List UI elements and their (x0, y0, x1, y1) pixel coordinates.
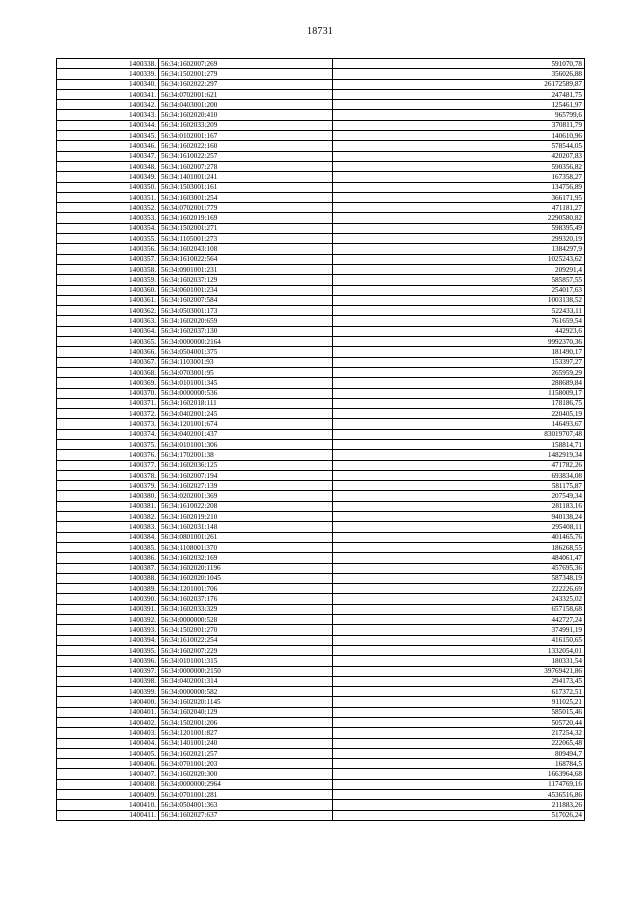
row-number-cell: 1400386. (57, 553, 159, 563)
value-cell: 220405,19 (333, 409, 585, 419)
table-row (57, 738, 585, 748)
cadastral-number-cell: 56:34:1602019:210 (159, 512, 333, 522)
cadastral-number-cell: 56:34:0101001:315 (159, 656, 333, 666)
row-number-cell: 1400352. (57, 203, 159, 213)
value-cell: 211883,26 (333, 800, 585, 810)
table-row (57, 131, 585, 141)
value-cell: 181490,17 (333, 347, 585, 357)
value-cell: 416150,65 (333, 635, 585, 645)
value-cell: 1174769,16 (333, 779, 585, 789)
cadastral-number-cell: 56:34:1502001:279 (159, 69, 333, 79)
row-number-cell: 1400345. (57, 131, 159, 141)
cadastral-number-cell: 56:34:1602040:129 (159, 707, 333, 717)
value-cell: 265959,29 (333, 367, 585, 377)
value-cell: 940138,24 (333, 512, 585, 522)
row-number-cell: 1400383. (57, 522, 159, 532)
row-number-cell: 1400396. (57, 656, 159, 666)
row-number-cell: 1400373. (57, 419, 159, 429)
table-row (57, 615, 585, 625)
table-row (57, 625, 585, 635)
table-row (57, 707, 585, 717)
table-row (57, 295, 585, 305)
table-row (57, 141, 585, 151)
value-cell: 911025,21 (333, 697, 585, 707)
cadastral-number-cell: 56:34:0504001:375 (159, 347, 333, 357)
row-number-cell: 1400343. (57, 110, 159, 120)
value-cell: 420207,83 (333, 151, 585, 161)
value-cell: 401465,76 (333, 532, 585, 542)
cadastral-number-cell: 56:34:1201001:706 (159, 584, 333, 594)
table-row (57, 728, 585, 738)
row-number-cell: 1400355. (57, 234, 159, 244)
row-number-cell: 1400354. (57, 223, 159, 233)
row-number-cell: 1400395. (57, 645, 159, 655)
table-row (57, 687, 585, 697)
cadastral-number-cell: 56:34:1503001:161 (159, 182, 333, 192)
table-row (57, 234, 585, 244)
page-number: 18731 (307, 26, 333, 37)
value-cell: 1025243,62 (333, 254, 585, 264)
row-number-cell: 1400378. (57, 470, 159, 480)
row-number-cell: 1400384. (57, 532, 159, 542)
cadastral-number-cell: 56:34:0403001:200 (159, 100, 333, 110)
row-number-cell: 1400390. (57, 594, 159, 604)
value-cell: 26172589,87 (333, 79, 585, 89)
value-cell: 1158009,17 (333, 388, 585, 398)
table-row (57, 501, 585, 511)
value-cell: 356026,88 (333, 69, 585, 79)
cadastral-number-cell: 56:34:1610022:257 (159, 151, 333, 161)
cadastral-number-cell: 56:34:0402001:245 (159, 409, 333, 419)
cadastral-number-cell: 56:34:0402001:314 (159, 676, 333, 686)
value-cell: 125461,97 (333, 100, 585, 110)
row-number-cell: 1400388. (57, 573, 159, 583)
table-row (57, 779, 585, 789)
value-cell: 965799,6 (333, 110, 585, 120)
table-row (57, 182, 585, 192)
value-cell: 299320,19 (333, 234, 585, 244)
table-row (57, 388, 585, 398)
row-number-cell: 1400359. (57, 275, 159, 285)
table-row (57, 254, 585, 264)
cadastral-number-cell: 56:34:0000000:536 (159, 388, 333, 398)
cadastral-number-cell: 56:34:0102001:167 (159, 131, 333, 141)
table-row (57, 398, 585, 408)
value-cell: 140610,96 (333, 131, 585, 141)
value-cell: 693834,08 (333, 470, 585, 480)
value-cell: 168784,5 (333, 759, 585, 769)
cadastral-number-cell: 56:34:0101001:306 (159, 439, 333, 449)
value-cell: 617372,51 (333, 687, 585, 697)
table-row (57, 409, 585, 419)
value-cell: 598395,49 (333, 223, 585, 233)
value-cell: 39769421,86 (333, 666, 585, 676)
row-number-cell: 1400387. (57, 563, 159, 573)
row-number-cell: 1400364. (57, 326, 159, 336)
cadastral-number-cell: 56:34:1603001:254 (159, 192, 333, 202)
value-cell: 1384297,9 (333, 244, 585, 254)
value-cell: 587348,19 (333, 573, 585, 583)
row-number-cell: 1400393. (57, 625, 159, 635)
row-number-cell: 1400379. (57, 481, 159, 491)
value-cell: 370811,79 (333, 120, 585, 130)
table-row (57, 357, 585, 367)
value-cell: 591070,78 (333, 59, 585, 69)
cadastral-number-cell: 56:34:1602020:300 (159, 769, 333, 779)
value-cell: 217254,32 (333, 728, 585, 738)
row-number-cell: 1400365. (57, 337, 159, 347)
row-number-cell: 1400404. (57, 738, 159, 748)
cadastral-number-cell: 56:34:1602033:329 (159, 604, 333, 614)
value-cell: 243325,02 (333, 594, 585, 604)
table-row (57, 285, 585, 295)
value-cell: 585857,55 (333, 275, 585, 285)
table-row (57, 244, 585, 254)
cadastral-number-cell: 56:34:1602020:1045 (159, 573, 333, 583)
table-row (57, 192, 585, 202)
value-cell: 158814,71 (333, 439, 585, 449)
cadastral-number-cell: 56:34:0701001:203 (159, 759, 333, 769)
table-row (57, 553, 585, 563)
value-cell: 517026,24 (333, 810, 585, 820)
table-row (57, 563, 585, 573)
value-cell: 484061,47 (333, 553, 585, 563)
cadastral-number-cell: 56:34:1602020:1145 (159, 697, 333, 707)
row-number-cell: 1400399. (57, 687, 159, 697)
row-number-cell: 1400353. (57, 213, 159, 223)
cadastral-number-cell: 56:34:1602022:297 (159, 79, 333, 89)
row-number-cell: 1400376. (57, 450, 159, 460)
row-number-cell: 1400371. (57, 398, 159, 408)
value-cell: 505720,44 (333, 718, 585, 728)
cadastral-number-cell: 56:34:1602007:278 (159, 161, 333, 171)
value-cell: 442923,6 (333, 326, 585, 336)
cadastral-number-cell: 56:34:0000000:582 (159, 687, 333, 697)
cadastral-number-cell: 56:34:0000000:2150 (159, 666, 333, 676)
cadastral-number-cell: 56:34:0701001:281 (159, 790, 333, 800)
cadastral-number-cell: 56:34:0702001:779 (159, 203, 333, 213)
row-number-cell: 1400340. (57, 79, 159, 89)
row-number-cell: 1400349. (57, 172, 159, 182)
cadastral-number-cell: 56:34:1602031:148 (159, 522, 333, 532)
row-number-cell: 1400358. (57, 264, 159, 274)
value-cell: 809494,7 (333, 748, 585, 758)
cadastral-number-cell: 56:34:1602037:176 (159, 594, 333, 604)
table-row (57, 573, 585, 583)
table-row (57, 604, 585, 614)
table-row (57, 594, 585, 604)
cadastral-number-cell: 56:34:0504001:363 (159, 800, 333, 810)
row-number-cell: 1400368. (57, 367, 159, 377)
cadastral-number-cell: 56:34:1602021:257 (159, 748, 333, 758)
table-row (57, 203, 585, 213)
cadastral-number-cell: 56:34:1610022:208 (159, 501, 333, 511)
value-cell: 457695,36 (333, 563, 585, 573)
cadastral-number-cell: 56:34:1610022:254 (159, 635, 333, 645)
row-number-cell: 1400356. (57, 244, 159, 254)
cadastral-number-cell: 56:34:0703001:95 (159, 367, 333, 377)
row-number-cell: 1400360. (57, 285, 159, 295)
table-row (57, 161, 585, 171)
row-number-cell: 1400351. (57, 192, 159, 202)
table-row (57, 759, 585, 769)
table-row (57, 378, 585, 388)
row-number-cell: 1400397. (57, 666, 159, 676)
table-row (57, 532, 585, 542)
cadastral-number-cell: 56:34:1602007:584 (159, 295, 333, 305)
cadastral-number-cell: 56:34:0601001:234 (159, 285, 333, 295)
value-cell: 9992370,36 (333, 337, 585, 347)
row-number-cell: 1400392. (57, 615, 159, 625)
value-cell: 178186,75 (333, 398, 585, 408)
table-row (57, 337, 585, 347)
table-row (57, 491, 585, 501)
cadastral-number-cell: 56:34:0702001:621 (159, 89, 333, 99)
row-number-cell: 1400398. (57, 676, 159, 686)
row-number-cell: 1400391. (57, 604, 159, 614)
cadastral-number-cell: 56:34:1602027:637 (159, 810, 333, 820)
value-cell: 180331,54 (333, 656, 585, 666)
table-row (57, 718, 585, 728)
cadastral-number-cell: 56:34:0503001:173 (159, 306, 333, 316)
row-number-cell: 1400403. (57, 728, 159, 738)
value-cell: 247481,75 (333, 89, 585, 99)
cadastral-number-cell: 56:34:0000000:2164 (159, 337, 333, 347)
table-row (57, 367, 585, 377)
table-row (57, 306, 585, 316)
value-cell: 1482919,34 (333, 450, 585, 460)
table-row (57, 769, 585, 779)
row-number-cell: 1400401. (57, 707, 159, 717)
value-cell: 153397,27 (333, 357, 585, 367)
row-number-cell: 1400408. (57, 779, 159, 789)
value-cell: 471782,26 (333, 460, 585, 470)
cadastral-number-cell: 56:34:1108001:370 (159, 542, 333, 552)
table-row (57, 584, 585, 594)
value-cell: 281183,16 (333, 501, 585, 511)
value-cell: 294173,45 (333, 676, 585, 686)
row-number-cell: 1400361. (57, 295, 159, 305)
row-number-cell: 1400346. (57, 141, 159, 151)
table-row (57, 151, 585, 161)
cadastral-number-cell: 56:34:1602020:410 (159, 110, 333, 120)
row-number-cell: 1400366. (57, 347, 159, 357)
table-row (57, 172, 585, 182)
row-number-cell: 1400338. (57, 59, 159, 69)
table-row (57, 213, 585, 223)
cadastral-number-cell: 56:34:1602036:125 (159, 460, 333, 470)
table-row (57, 223, 585, 233)
value-cell: 254017,63 (333, 285, 585, 295)
cadastral-number-cell: 56:34:1602037:130 (159, 326, 333, 336)
row-number-cell: 1400369. (57, 378, 159, 388)
table-row (57, 69, 585, 79)
cadastral-number-cell: 56:34:0101001:345 (159, 378, 333, 388)
table-row (57, 470, 585, 480)
cadastral-number-cell: 56:34:1401001:240 (159, 738, 333, 748)
row-number-cell: 1400362. (57, 306, 159, 316)
value-cell: 578544,05 (333, 141, 585, 151)
table-row (57, 110, 585, 120)
value-cell: 83019707,48 (333, 429, 585, 439)
value-cell: 222226,69 (333, 584, 585, 594)
value-cell: 657158,68 (333, 604, 585, 614)
row-number-cell: 1400380. (57, 491, 159, 501)
row-number-cell: 1400357. (57, 254, 159, 264)
cadastral-number-cell: 56:34:1602020:659 (159, 316, 333, 326)
cadastral-number-cell: 56:34:1602007:269 (159, 59, 333, 69)
value-cell: 146493,67 (333, 419, 585, 429)
table-row (57, 542, 585, 552)
registry-table-body (57, 59, 585, 821)
row-number-cell: 1400347. (57, 151, 159, 161)
cadastral-number-cell: 56:34:1602007:194 (159, 470, 333, 480)
cadastral-number-cell: 56:34:1602019:169 (159, 213, 333, 223)
value-cell: 167358,27 (333, 172, 585, 182)
cadastral-number-cell: 56:34:1602033:209 (159, 120, 333, 130)
cadastral-number-cell: 56:34:1401001:241 (159, 172, 333, 182)
row-number-cell: 1400372. (57, 409, 159, 419)
row-number-cell: 1400381. (57, 501, 159, 511)
table-row (57, 347, 585, 357)
value-cell: 288689,84 (333, 378, 585, 388)
table-row (57, 120, 585, 130)
table-row (57, 656, 585, 666)
table-row (57, 316, 585, 326)
row-number-cell: 1400377. (57, 460, 159, 470)
table-row (57, 635, 585, 645)
value-cell: 590356,82 (333, 161, 585, 171)
table-row (57, 522, 585, 532)
row-number-cell: 1400370. (57, 388, 159, 398)
row-number-cell: 1400344. (57, 120, 159, 130)
cadastral-number-cell: 56:34:1610022:564 (159, 254, 333, 264)
row-number-cell: 1400342. (57, 100, 159, 110)
table-row (57, 450, 585, 460)
cadastral-number-cell: 56:34:1602032:169 (159, 553, 333, 563)
value-cell: 2290580,82 (333, 213, 585, 223)
value-cell: 222065,48 (333, 738, 585, 748)
table-row (57, 800, 585, 810)
table-row (57, 59, 585, 69)
value-cell: 1332054,01 (333, 645, 585, 655)
value-cell: 471181,27 (333, 203, 585, 213)
row-number-cell: 1400385. (57, 542, 159, 552)
table-row (57, 810, 585, 820)
row-number-cell: 1400350. (57, 182, 159, 192)
table-row (57, 676, 585, 686)
row-number-cell: 1400411. (57, 810, 159, 820)
row-number-cell: 1400363. (57, 316, 159, 326)
table-row (57, 481, 585, 491)
value-cell: 186268,55 (333, 542, 585, 552)
value-cell: 4536516,86 (333, 790, 585, 800)
cadastral-number-cell: 56:34:0202001:369 (159, 491, 333, 501)
cadastral-number-cell: 56:34:1602022:160 (159, 141, 333, 151)
registry-table (56, 58, 585, 821)
cadastral-number-cell: 56:34:0402001:437 (159, 429, 333, 439)
table-row (57, 79, 585, 89)
table-row (57, 512, 585, 522)
table-row (57, 275, 585, 285)
row-number-cell: 1400341. (57, 89, 159, 99)
row-number-cell: 1400375. (57, 439, 159, 449)
table-row (57, 429, 585, 439)
value-cell: 366171,95 (333, 192, 585, 202)
table-row (57, 326, 585, 336)
row-number-cell: 1400407. (57, 769, 159, 779)
row-number-cell: 1400405. (57, 748, 159, 758)
value-cell: 374991,19 (333, 625, 585, 635)
value-cell: 134756,89 (333, 182, 585, 192)
row-number-cell: 1400367. (57, 357, 159, 367)
row-number-cell: 1400406. (57, 759, 159, 769)
table-row (57, 419, 585, 429)
cadastral-number-cell: 56:34:1602007:229 (159, 645, 333, 655)
cadastral-number-cell: 56:34:1103001:93 (159, 357, 333, 367)
value-cell: 522433,11 (333, 306, 585, 316)
row-number-cell: 1400339. (57, 69, 159, 79)
value-cell: 581175,87 (333, 481, 585, 491)
table-row (57, 264, 585, 274)
value-cell: 209291,4 (333, 264, 585, 274)
table-row (57, 666, 585, 676)
table-row (57, 439, 585, 449)
cadastral-number-cell: 56:34:1105001:273 (159, 234, 333, 244)
cadastral-number-cell: 56:34:1502001:206 (159, 718, 333, 728)
table-row (57, 460, 585, 470)
cadastral-number-cell: 56:34:1702001:38 (159, 450, 333, 460)
value-cell: 295408,11 (333, 522, 585, 532)
row-number-cell: 1400400. (57, 697, 159, 707)
cadastral-number-cell: 56:34:1602037:129 (159, 275, 333, 285)
row-number-cell: 1400394. (57, 635, 159, 645)
row-number-cell: 1400374. (57, 429, 159, 439)
cadastral-number-cell: 56:34:1602018:111 (159, 398, 333, 408)
cadastral-number-cell: 56:34:1502001:270 (159, 625, 333, 635)
value-cell: 207549,34 (333, 491, 585, 501)
cadastral-number-cell: 56:34:1201001:827 (159, 728, 333, 738)
row-number-cell: 1400402. (57, 718, 159, 728)
table-row (57, 100, 585, 110)
row-number-cell: 1400348. (57, 161, 159, 171)
cadastral-number-cell: 56:34:0901001:231 (159, 264, 333, 274)
cadastral-number-cell: 56:34:1201001:674 (159, 419, 333, 429)
table-row (57, 89, 585, 99)
cadastral-number-cell: 56:34:0000000:528 (159, 615, 333, 625)
table-row (57, 697, 585, 707)
value-cell: 1663964,68 (333, 769, 585, 779)
cadastral-number-cell: 56:34:1502001:271 (159, 223, 333, 233)
cadastral-number-cell: 56:34:0000000:2964 (159, 779, 333, 789)
row-number-cell: 1400389. (57, 584, 159, 594)
table-row (57, 645, 585, 655)
row-number-cell: 1400382. (57, 512, 159, 522)
value-cell: 442727,24 (333, 615, 585, 625)
cadastral-number-cell: 56:34:0801001:261 (159, 532, 333, 542)
value-cell: 761659,54 (333, 316, 585, 326)
table-row (57, 790, 585, 800)
cadastral-number-cell: 56:34:1602027:139 (159, 481, 333, 491)
row-number-cell: 1400409. (57, 790, 159, 800)
row-number-cell: 1400410. (57, 800, 159, 810)
table-row (57, 748, 585, 758)
cadastral-number-cell: 56:34:1602043:108 (159, 244, 333, 254)
value-cell: 585015,46 (333, 707, 585, 717)
value-cell: 1003138,52 (333, 295, 585, 305)
cadastral-number-cell: 56:34:1602020:1196 (159, 563, 333, 573)
